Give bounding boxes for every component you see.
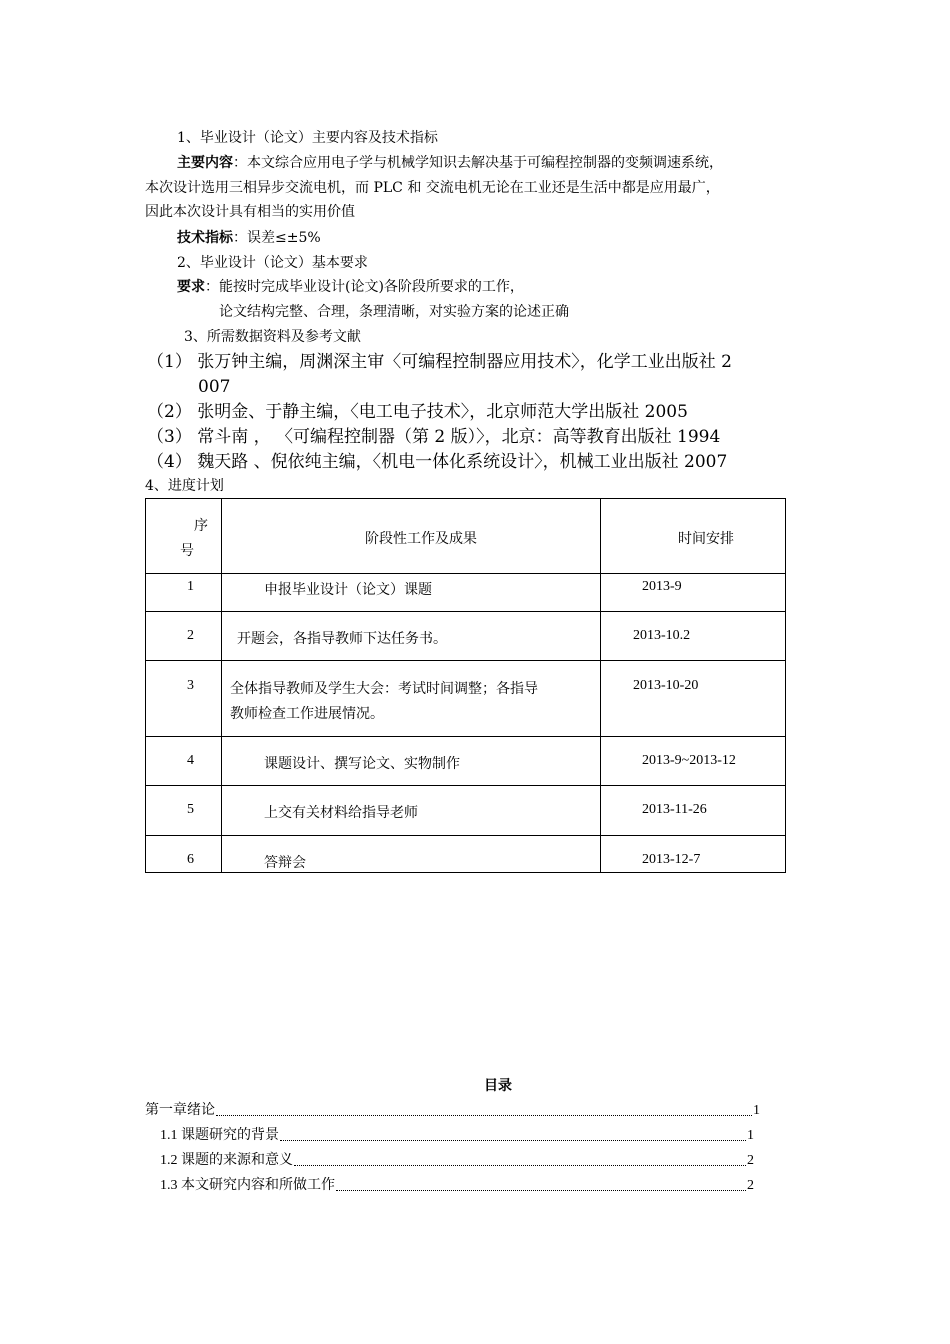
row-seq: 3 (187, 678, 194, 693)
row-time: 2013-9~2013-12 (642, 753, 736, 768)
row-seq: 1 (187, 579, 194, 594)
toc-entry-text: 1.3 本文研究内容和所做工作 (160, 1178, 335, 1193)
main-content-paragraph (177, 153, 723, 173)
row-time: 2013-9 (642, 579, 682, 594)
main-content-line-3: 因此本次设计具有相当的实用价值 (145, 204, 355, 220)
row-time: 2013-10.2 (633, 628, 691, 643)
toc-title: 目录 (484, 1078, 512, 1094)
tech-indicator-value: ：误差≤±5% (233, 230, 321, 246)
table-row (146, 574, 786, 612)
toc-entry[interactable] (160, 1151, 754, 1171)
main-content-line-2: 本次设计选用三相异步交流电机，而 PLC 和 交流电机无论在工业还是生活中都是应用最广， (145, 180, 720, 196)
reference-item-continuation: 007 (198, 377, 231, 397)
toc-entry-text: 1.2 课题的来源和意义 (160, 1153, 293, 1168)
requirement-paragraph (177, 277, 524, 297)
toc-entry[interactable] (160, 1126, 754, 1146)
header-seq-line-1: 序 (194, 519, 208, 534)
main-content-label: 主要内容 (177, 155, 233, 171)
row-seq: 5 (187, 802, 194, 817)
tech-indicator-label: 技术指标 (177, 230, 233, 246)
header-time (601, 499, 786, 574)
toc-entry-text: 1.1 课题研究的背景 (160, 1128, 279, 1143)
row-time: 2013-11-26 (642, 802, 707, 817)
toc-entry[interactable] (160, 1176, 754, 1196)
header-time-label: 时间安排 (678, 532, 734, 547)
section-3-heading: 3、所需数据资料及参考文献 (184, 329, 361, 345)
toc-entry-page: 1 (747, 1128, 754, 1143)
schedule-table (145, 498, 786, 873)
section-1-heading: 1、毕业设计（论文）主要内容及技术指标 (177, 130, 438, 146)
table-row (146, 661, 786, 737)
row-work: 答辩会 (264, 856, 306, 871)
toc-entry-page: 2 (747, 1178, 754, 1193)
table-row (146, 836, 786, 873)
toc-entry-page: 1 (753, 1103, 760, 1118)
row-work: 开题会，各指导教师下达任务书。 (237, 632, 447, 647)
header-work-label: 阶段性工作及成果 (365, 532, 477, 547)
reference-item: （3） 常斗南 ， 〈可编程控制器（第 2 版）〉，北京：高等教育出版社 1994 (147, 427, 721, 447)
row-work: 上交有关材料给指导老师 (264, 806, 418, 821)
toc-entry[interactable] (145, 1101, 760, 1121)
toc-leader-dots (336, 1190, 746, 1191)
row-seq: 6 (187, 852, 194, 867)
toc-leader-dots (294, 1165, 746, 1166)
row-work-line-2: 教师检查工作进展情况。 (230, 707, 384, 722)
table-row (146, 737, 786, 786)
section-2-heading: 2、毕业设计（论文）基本要求 (177, 255, 368, 271)
header-seq (146, 499, 222, 574)
toc-leader-dots (280, 1140, 746, 1141)
row-work: 申报毕业设计（论文）课题 (264, 583, 432, 598)
reference-item: （4） 魏天路 、倪依纯主编，〈机电一体化系统设计〉，机械工业出版社 2007 (147, 452, 728, 472)
row-seq: 2 (187, 628, 194, 643)
table-row (146, 612, 786, 661)
row-work: 全体指导教师及学生大会：考试时间调整；各指导 (230, 682, 538, 697)
row-time: 2013-12-7 (642, 852, 701, 867)
requirement-line-1: ：能按时完成毕业设计(论文)各阶段所要求的工作， (205, 279, 524, 295)
requirement-line-2: 论文结构完整、合理，条理清晰，对实验方案的论述正确 (219, 304, 569, 320)
requirement-label: 要求 (177, 279, 205, 295)
header-seq-line-2: 号 (180, 544, 194, 559)
reference-item: （1） 张万钟主编，周渊深主审〈可编程控制器应用技术〉，化学工业出版社 2 (147, 352, 732, 372)
table-row (146, 786, 786, 836)
reference-item: （2） 张明金、于静主编，〈电工电子技术〉，北京师范大学出版社 2005 (147, 402, 688, 422)
toc-entry-text: 第一章绪论 (145, 1103, 215, 1118)
main-content-line-1: ：本文综合应用电子学与机械学知识去解决基于可编程控制器的变频调速系统， (233, 155, 723, 171)
section-4-heading: 4、进度计划 (145, 478, 224, 494)
row-time: 2013-10-20 (633, 678, 699, 693)
row-seq: 4 (187, 753, 194, 768)
schedule-header-row (146, 499, 786, 574)
tech-indicator (177, 228, 321, 248)
toc-entry-page: 2 (747, 1153, 754, 1168)
toc-leader-dots (216, 1115, 752, 1116)
row-work: 课题设计、撰写论文、实物制作 (264, 757, 460, 772)
header-work (222, 499, 601, 574)
